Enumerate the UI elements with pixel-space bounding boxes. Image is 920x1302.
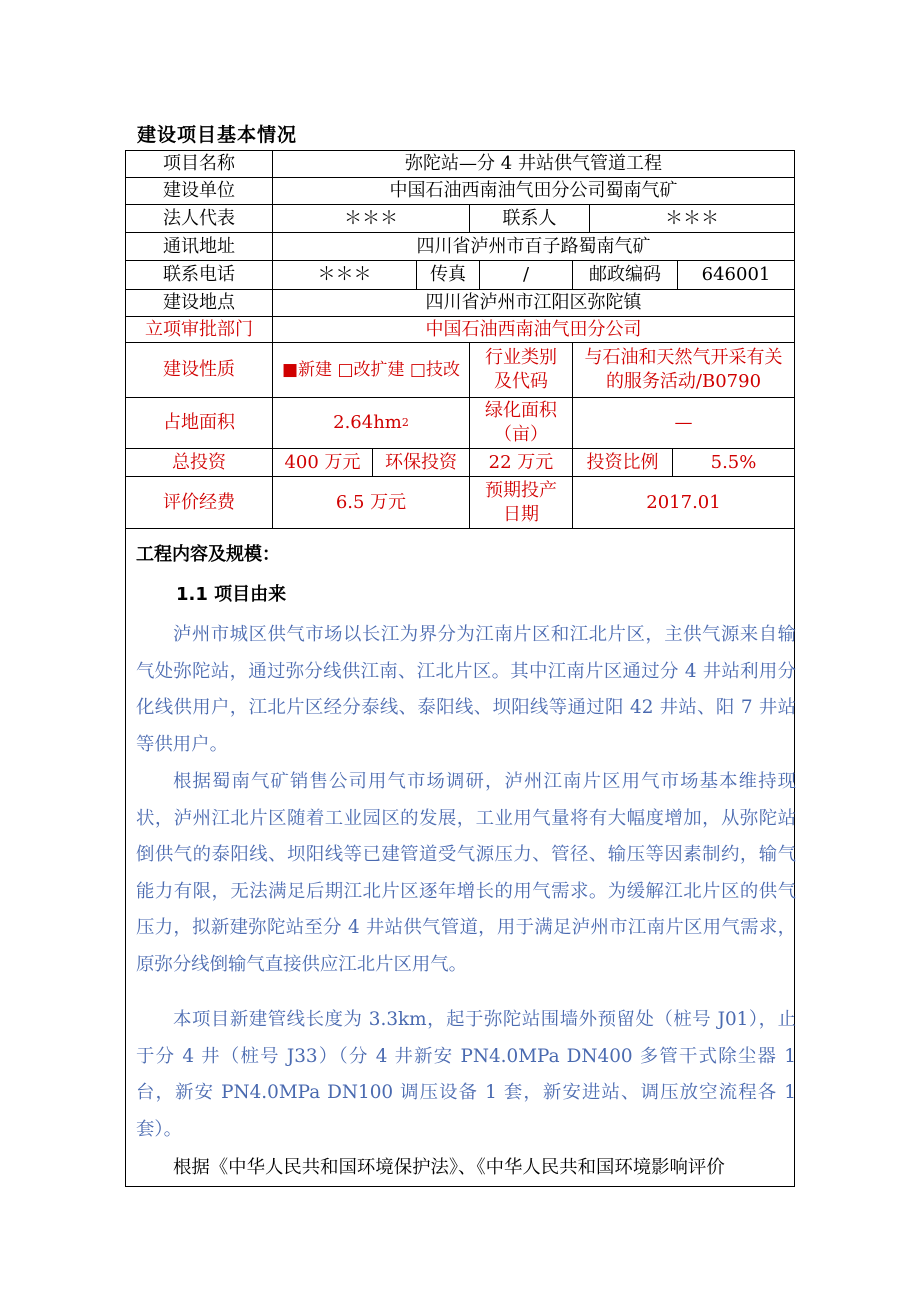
industry-label: 行业类别及代码: [485, 347, 557, 392]
builder-label: 建设单位: [163, 180, 235, 201]
project-name-label: 项目名称: [163, 153, 235, 174]
contact-value: ＊＊＊: [665, 207, 719, 229]
location-value: 四川省泸州市江阳区弥陀镇: [425, 292, 642, 313]
env-investment-label: 环保投资: [385, 451, 457, 473]
production-date-value: 2017.01: [646, 491, 721, 513]
green-area-label: 绿化面积（亩）: [485, 400, 557, 445]
content-title: 工程内容及规模：: [136, 544, 280, 565]
area-number: 2.64hm: [333, 412, 402, 433]
production-date-label: 预期投产日期: [485, 479, 557, 525]
fax-label: 传真: [430, 264, 466, 285]
legal-rep-value: ＊＊＊: [344, 207, 398, 229]
section-heading: 1.1 项目由来: [176, 584, 287, 605]
approval-dept-value: 中国石油西南油气田分公司: [425, 318, 642, 340]
postcode-value: 646001: [701, 264, 771, 285]
paragraph-4: 根据《中华人民共和国环境保护法》、《中华人民共和国环境影响评价: [173, 1157, 725, 1178]
fax-value: /: [522, 264, 530, 285]
page-title: 建设项目基本情况: [137, 124, 298, 146]
location-label: 建设地点: [163, 292, 235, 313]
phone-label: 联系电话: [163, 264, 235, 285]
project-name-value: 弥陀站—分 4 井站供气管道工程: [405, 153, 662, 174]
contact-label: 联系人: [502, 207, 557, 229]
nature-label: 建设性质: [163, 359, 235, 380]
total-investment-value: 400 万元: [284, 451, 361, 473]
row-divider: [126, 528, 794, 529]
area-label: 占地面积: [163, 412, 235, 433]
builder-value: 中国石油西南油气田分公司蜀南气矿: [389, 180, 678, 201]
postcode-label: 邮政编码: [589, 264, 661, 285]
address-label: 通讯地址: [163, 235, 235, 257]
nature-value: ■新建 □改扩建 □技改: [282, 360, 460, 380]
investment-ratio-label: 投资比例: [586, 451, 659, 473]
total-investment-label: 总投资: [172, 451, 226, 473]
address-value: 四川省泸州市百子路蜀南气矿: [416, 235, 651, 257]
env-investment-value: 22 万元: [488, 451, 554, 473]
industry-value: 与石油和天然气开采有关的服务活动/B0790: [584, 347, 783, 392]
phone-value: ＊＊＊: [317, 264, 372, 285]
paragraph-3: 本项目新建管线长度为 3.3km，起于弥陀站围墙外预留处（桩号 J01），止于分 4 井（桩号 J33）（分 4 井新安 PN4.0MPa DN400 多管干式除尘器 1 台，新安 PN4.0MPa DN100 调压设备 1 套，新安进站、调压放空流程各 1 套）。: [136, 1009, 796, 1140]
approval-dept-label: 立项审批部门: [145, 318, 253, 340]
legal-rep-label: 法人代表: [163, 207, 235, 229]
eval-fee-label: 评价经费: [163, 491, 235, 513]
eval-fee-value: 6.5 万元: [335, 491, 407, 513]
investment-ratio-value: 5.5%: [710, 451, 757, 473]
paragraph-2: 根据蜀南气矿销售公司用气市场调研，泸州江南片区用气市场基本维持现状，泸州江北片区随着工业园区的发展，工业用气量将有大幅度增加，从弥陀站倒供气的泰阳线、坝阳线等已建管道受气源压力、管径、输压等因素制约，输气能力有限，无法满足后期江北片区逐年增长的用气需求。为缓解江北片区的供气压力，拟新建弥陀站至分 4 井站供气管道，用于满足泸州市江南片区用气需求，原弥分线倒输气直接供应江北片区用气。: [136, 771, 796, 975]
green-area-value: —: [674, 412, 693, 433]
paragraph-1: 泸州市城区供气市场以长江为界分为江南片区和江北片区，主供气源来自输气处弥陀站，通过弥分线供江南、江北片区。其中江南片区通过分 4 井站利用分化线供用户，江北片区经分泰线、泰阳线、坝阳线等通过阳 42 井站、阳 7 井站等供用户。: [136, 624, 796, 755]
area-value: 2.64hm 2: [333, 412, 409, 433]
